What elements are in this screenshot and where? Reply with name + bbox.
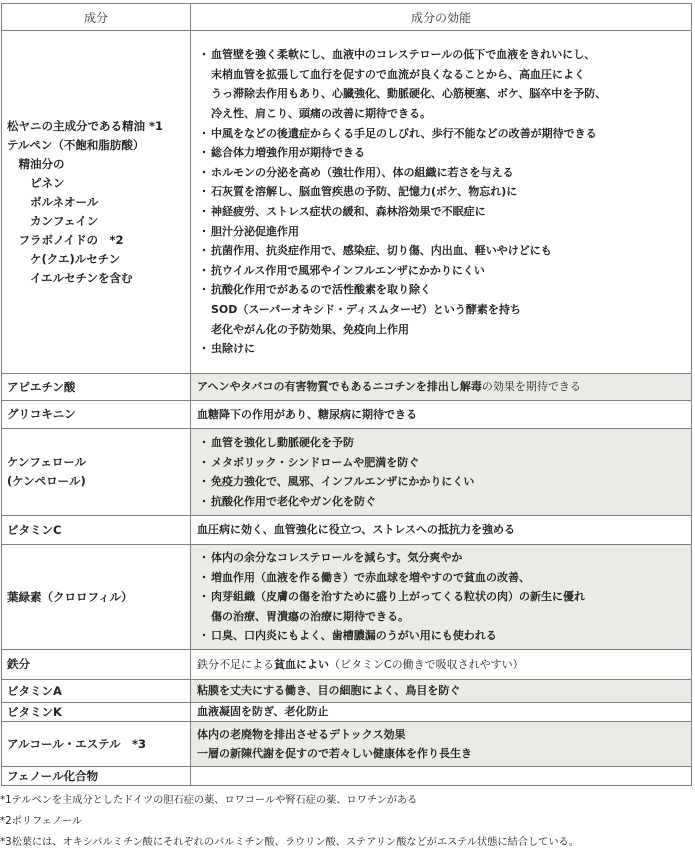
bullet-icon: ・ xyxy=(198,590,210,604)
effect-line: ・ 血管壁を強く柔軟にし、血液中のコレステロールの低下で血液をきれいにし、 xyxy=(197,45,685,65)
bullet-icon: ・ xyxy=(198,244,210,258)
ingredient-effects xyxy=(190,679,692,703)
table-row xyxy=(1,702,692,722)
bullet-icon: ・ xyxy=(198,283,210,297)
table-row xyxy=(1,544,692,650)
effect-line: 傷の治療、胃潰瘍の治療に期待できる。 xyxy=(211,609,409,623)
bullet-icon: ・ xyxy=(198,629,210,643)
ingredient-effects xyxy=(190,400,692,429)
effect-line: ・ 抗菌作用、抗炎症作用で、感染症、切り傷、内出血、軽いやけどにも xyxy=(197,241,685,261)
bullet-icon: ・ xyxy=(198,126,210,140)
table-row xyxy=(1,30,692,374)
name-line: イエルセチンを含む xyxy=(7,270,133,285)
name-line: ボルネオール xyxy=(7,194,99,209)
ingredient-name: グリコキニン xyxy=(1,400,191,429)
bullet-icon: ・ xyxy=(198,342,210,356)
effect-line: ・ 血管を強化し動脈硬化を予防 xyxy=(197,433,685,453)
table-row xyxy=(1,766,692,786)
footnote: *3松葉には、オキシパルミチン酸にそれぞれのパルミチン酸、ラウリン酸、ステアリン酸などがエステル状態に結合している。 xyxy=(0,837,579,848)
bullet-icon: ・ xyxy=(198,224,210,238)
bullet-icon: ・ xyxy=(198,494,210,508)
bullet-icon: ・ xyxy=(198,146,210,160)
name-line: 精油分の xyxy=(7,156,65,171)
bullet-icon: ・ xyxy=(198,475,210,488)
ingredient-name: ケンフェロール (ケンペロール) xyxy=(1,428,191,516)
ingredient-effects xyxy=(190,766,692,786)
table-row xyxy=(1,515,692,545)
effect-line: ・ 中風をなどの後遺症からくる手足のしびれ、歩行不能などの改善が期待できる xyxy=(197,124,685,144)
header-ingredient: 成分 xyxy=(1,3,191,31)
ingredient-name: ビタミンC xyxy=(1,515,191,545)
name-line: ピネン xyxy=(7,175,65,190)
effect-line: ・ 神経疲労、ストレス症状の緩和、森林浴効果で不眠症に xyxy=(197,202,685,222)
effect-line: ・ 抗ウイルス作用で風邪やインフルエンザにかかりにくい xyxy=(197,261,685,281)
bullet-icon: ・ xyxy=(198,455,210,469)
effect-line: ・ 総合体力増強作用が期待できる xyxy=(197,143,685,163)
effect-line: 冷え性、肩こり、頭痛の改善に期待できる。 xyxy=(211,107,431,121)
effect-line: ・ 体内の余分なコレステロールを減らす。気分爽やか xyxy=(197,548,685,568)
effect-line: 血圧病に効く、血管強化に役立つ、ストレスへの抵抗力を強める xyxy=(197,523,516,537)
name-line: 松ヤニの主成分である精油 *1 xyxy=(7,118,164,133)
effect-line: ・ 肉芽組織（皮膚の傷を治すために盛り上がってくる粒状の肉）の新生に優れ xyxy=(197,587,685,607)
name-line: ケ(クエ)ルセチン xyxy=(7,251,121,266)
ingredient-effects xyxy=(190,702,692,722)
effect-line: ・ 口臭、口内炎にもよく、歯槽膿漏のうがい用にも使われる xyxy=(197,626,685,646)
effect-line: 一層の新陳代謝を促すので若々しい健康体を作り長生き xyxy=(197,747,472,760)
effect-line: 粘膜を丈夫にする働き、目の細胞によく、鳥目を防ぐ xyxy=(197,684,461,698)
bullet-icon: ・ xyxy=(198,551,210,565)
ingredient-name: ビタミンK xyxy=(1,702,191,722)
ingredient-effects xyxy=(190,721,692,767)
effect-line: 末梢血管を拡張して血行を促すので血流が良くなることから、高血圧によく xyxy=(211,67,585,81)
effect-line: ・ 石灰質を溶解し、脳血管疾患の予防、記憶力(ボケ、物忘れ)に xyxy=(197,182,685,202)
bullet-icon: ・ xyxy=(198,436,210,449)
effect-line: SOD（スーパーオキシド・ディスムターゼ）という酵素を持ち xyxy=(211,302,521,316)
table-row xyxy=(1,721,692,767)
bullet-icon: ・ xyxy=(198,570,210,584)
effect-line: アヘンやタバコの有害物質でもあるニコチンを排出し解毒の効果を期待できる xyxy=(197,380,581,394)
table-row xyxy=(1,649,692,680)
table-row xyxy=(1,679,692,703)
ingredient-effects xyxy=(190,373,692,401)
table-row xyxy=(1,428,692,516)
table-row xyxy=(1,373,692,401)
effect-line: 血糖降下の作用があり、糖尿病に期待できる xyxy=(197,407,417,421)
name-line: カンフェイン xyxy=(7,213,99,228)
footnote: *1テルペンを主成分としたドイツの胆石症の薬、ロワコールや腎石症の薬、ロワチンがある xyxy=(0,795,418,806)
effect-line: ・ 抗酸化作用でがあるので活性酸素を取り除く xyxy=(197,280,685,300)
effect-line: ・ 虫除けに xyxy=(197,339,685,359)
bullet-icon: ・ xyxy=(198,165,210,179)
effect-line: ・ メタボリック・シンドロームや肥満を防ぐ xyxy=(197,453,685,473)
effect-line: 血液凝固を防ぎ、老化防止 xyxy=(197,705,329,719)
ingredient-name: ビタミンA xyxy=(1,679,191,703)
ingredient-effects xyxy=(190,428,692,516)
ingredient-effects xyxy=(190,30,692,374)
effect-line: ・ ホルモンの分泌を高め（強壮作用）、体の組織に若さを与える xyxy=(197,163,685,183)
ingredient-name: アピエチン酸 xyxy=(1,373,191,401)
effect-line: ・ 抗酸化作用で老化やガン化を防ぐ xyxy=(197,492,685,512)
effect-line: 鉄分不足による貧血によい（ビタミンCの働きで吸収されやすい） xyxy=(197,657,524,671)
bullet-icon: ・ xyxy=(198,263,210,277)
header-effects: 成分の効能 xyxy=(190,3,692,31)
table-row xyxy=(1,400,692,429)
name-line: テルペン（不飽和脂肪酸） xyxy=(7,137,145,152)
footnotes xyxy=(0,790,695,853)
effect-line: 体内の老廃物を排出させるデトックス効果 xyxy=(197,727,406,741)
effect-line: うっ滞除去作用もあり、心臓強化、動脈硬化、心筋梗塞、ボケ、脳卒中を予防、 xyxy=(211,87,607,101)
ingredient-name: フェノール化合物 xyxy=(1,766,191,786)
effect-line: ・ 免疫力強化で、風邪、インフルエンザにかかりにくい xyxy=(197,472,685,492)
bullet-icon: ・ xyxy=(198,185,210,199)
table-header-row xyxy=(1,3,692,31)
bullet-icon: ・ xyxy=(198,48,210,62)
name-line: フラボノイドの *2 xyxy=(7,232,124,247)
ingredient-name: アルコール・エステル *3 xyxy=(1,721,191,767)
effect-line: ・ 胆汁分泌促進作用 xyxy=(197,222,685,242)
ingredient-name: 鉄分 xyxy=(1,649,191,680)
ingredient-effects xyxy=(190,649,692,680)
ingredients-table xyxy=(1,3,692,785)
ingredient-name: 葉緑素（クロロフィル） xyxy=(1,544,191,650)
effect-line: ・ 増血作用（血液を作る働き）で赤血球を増やすので貧血の改善、 xyxy=(197,568,685,588)
ingredient-name xyxy=(1,30,191,374)
bullet-icon: ・ xyxy=(198,205,210,218)
footnote: *2ポリフェノール xyxy=(0,816,83,827)
ingredient-effects xyxy=(190,515,692,545)
ingredient-effects xyxy=(190,544,692,650)
effect-line: 老化やがん化の予防効果、免疫向上作用 xyxy=(211,322,409,336)
